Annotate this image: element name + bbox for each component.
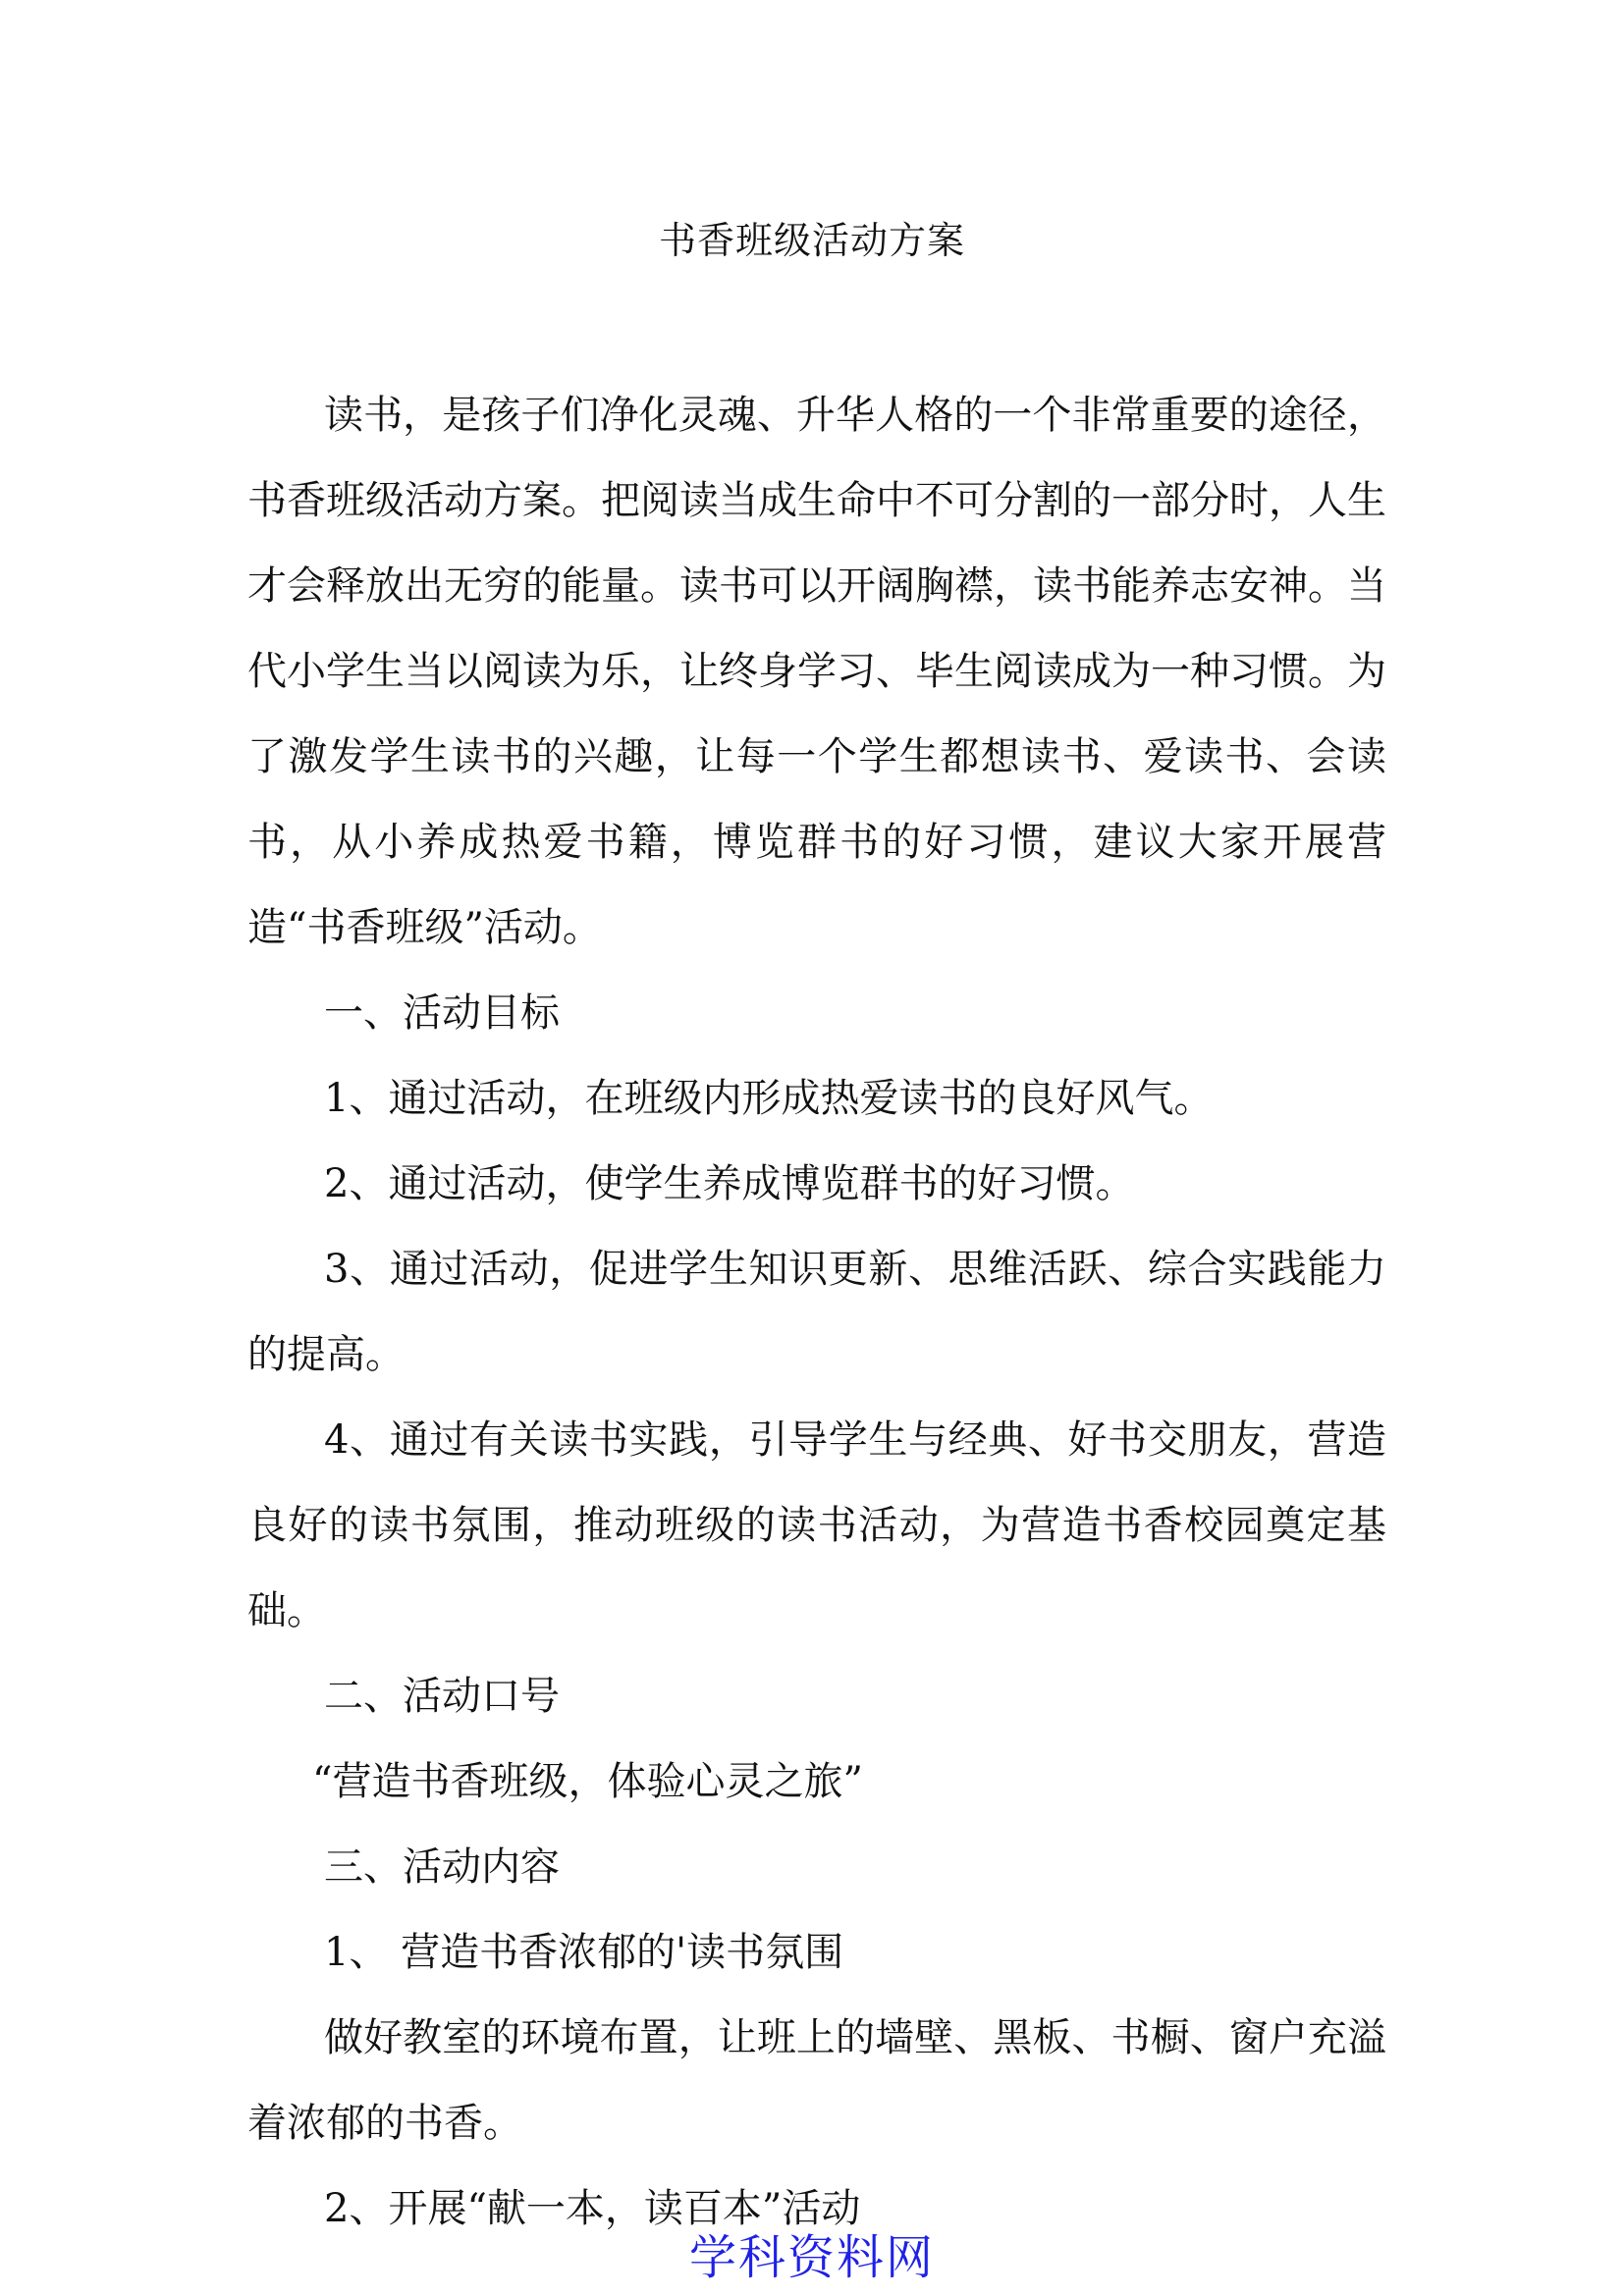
slogan-text: “营造书香班级，体验心灵之旅” xyxy=(312,1759,863,1804)
goal-item-3: 3、通过活动，促进学生知识更新、思维活跃、综合实践能力的提高。 xyxy=(247,1247,1386,1377)
goal-item-1: 1、通过活动，在班级内形成热爱读书的良好风气。 xyxy=(324,1076,1214,1121)
content-item-2-heading: 2、开展“献一本，读百本”活动 xyxy=(324,2186,861,2231)
goal-item-2: 2、通过活动，使学生养成博览群书的好习惯。 xyxy=(324,1161,1135,1206)
content-item-1-text: 做好教室的环境布置，让班上的墙壁、黑板、书橱、窗户充溢着浓郁的书香。 xyxy=(247,2015,1386,2146)
document-title: 书香班级活动方案 xyxy=(658,219,965,262)
intro-paragraph: 读书，是孩子们净化灵魂、升华人格的一个非常重要的途径，书香班级活动方案。把阅读当成生命中不可分割的一部分时，人生才会释放出无穷的能量。读书可以开阔胸襟，读书能养志安神。当代小学生当以阅读为乐，让终身学习、毕生阅读成为一种习惯。为了激发学生读书的兴趣，让每一个学生都想读书、爱读书、会读书，从小养成热爱书籍，博览群书的好习惯，建议大家开展营造“书香班级”活动。 xyxy=(247,393,1386,950)
goal-item-4: 4、通过有关读书实践，引导学生与经典、好书交朋友，营造良好的读书氛围，推动班级的读书活动，为营造书香校园奠定基础。 xyxy=(247,1417,1386,1633)
section-heading-slogan: 二、活动口号 xyxy=(324,1674,560,1719)
document-body xyxy=(247,373,1386,2252)
footer-watermark: 学科资料网 xyxy=(688,2230,935,2285)
section-heading-content: 三、活动内容 xyxy=(324,1844,560,1890)
content-item-1-heading: 1、 营造书香浓郁的'读书氛围 xyxy=(324,1930,844,1975)
section-heading-goals: 一、活动目标 xyxy=(324,990,560,1036)
